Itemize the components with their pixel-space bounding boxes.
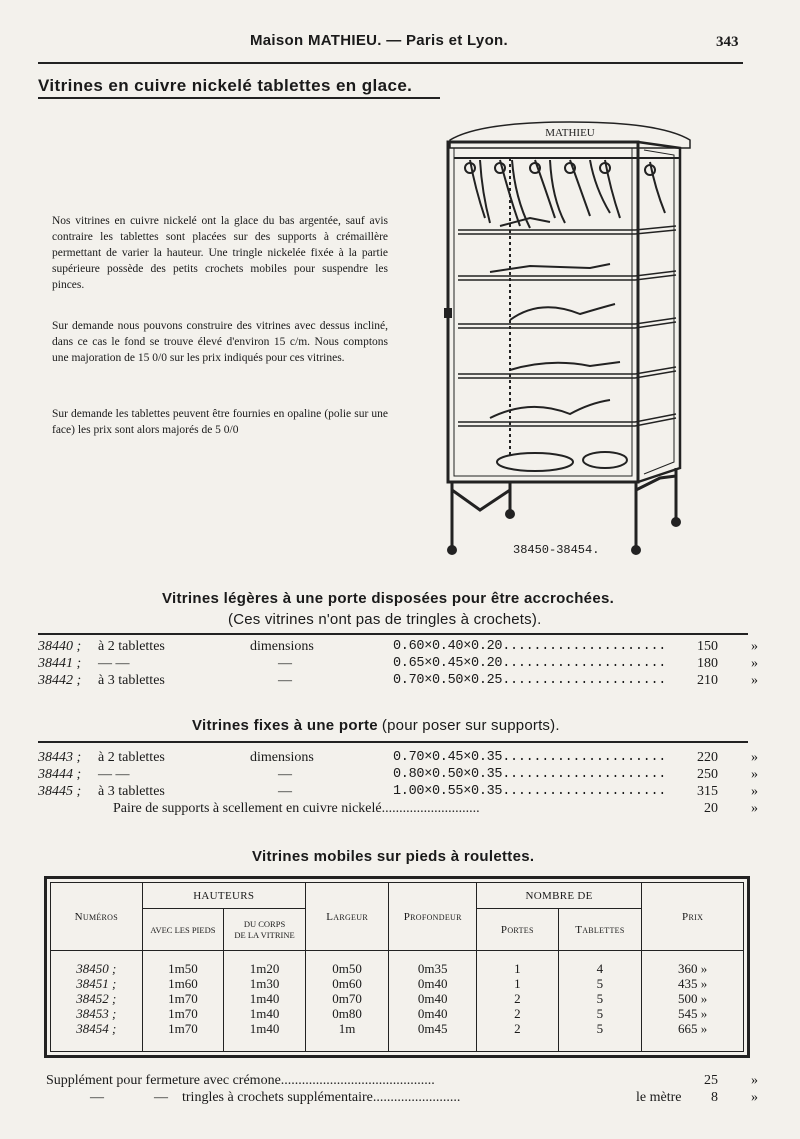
supplement-rails-price: 8 xyxy=(711,1090,718,1105)
item-dim-label: — xyxy=(278,784,292,799)
item-number: 38444 ; xyxy=(38,767,82,782)
item-dim-label: dimensions xyxy=(250,639,314,654)
shelves-count: 4 xyxy=(596,961,604,976)
item-description: à 2 tablettes xyxy=(98,639,165,654)
price-line xyxy=(642,991,743,1006)
body-height: 1m40 xyxy=(249,1006,280,1021)
depth-value: 0m40 xyxy=(417,1006,448,1021)
intro-paragraph: Nos vitrines en cuivre nickelé ont la glace du bas argentée, sauf avis contraire les tablettes sont placées sur des supports à crémaillère permettant de varier la hauteur. Une tringle nickelée fixée à la partie supérieure possède des petits crochets mobiles pour suspendre les pinces. xyxy=(52,215,388,291)
cell-profondeur xyxy=(389,951,477,1052)
item-number: 38443 ; xyxy=(38,750,82,765)
supplement-rails-label: tringles à crochets supplémentaire......................... xyxy=(182,1090,461,1105)
page-number: 343 xyxy=(716,34,739,50)
price-currency: » xyxy=(700,1006,708,1021)
shelves-count: 5 xyxy=(596,991,604,1006)
supplement-rails-currency: » xyxy=(751,1090,758,1105)
item-currency: » xyxy=(751,656,758,671)
row-number: 38452 ; xyxy=(76,991,117,1006)
col-du-corps xyxy=(224,909,306,951)
item-dim-label: — xyxy=(278,673,292,688)
height-with-legs: 1m60 xyxy=(168,976,198,991)
supplement-rails-line xyxy=(46,1089,758,1107)
price-value: 360 xyxy=(677,961,698,976)
item-dim-label: — xyxy=(278,656,292,671)
fixed-showcases-title: Vitrines fixes à une porte xyxy=(192,717,378,734)
list-item xyxy=(38,638,758,656)
depth-value: 0m35 xyxy=(417,961,448,976)
table-row xyxy=(51,951,744,1052)
item-dim-label: dimensions xyxy=(250,750,314,765)
item-description: — — xyxy=(98,656,130,671)
cell-numero xyxy=(51,951,143,1052)
item-currency: » xyxy=(751,673,758,688)
width-value: 0m70 xyxy=(332,991,362,1006)
price-line xyxy=(642,976,743,991)
item-description: à 3 tablettes xyxy=(98,784,165,799)
cell-pieds xyxy=(142,951,224,1052)
section2-rule xyxy=(38,633,748,635)
item-dim-label: — xyxy=(278,767,292,782)
shelves-count: 5 xyxy=(596,976,604,991)
doors-count: 2 xyxy=(514,1021,521,1036)
price-currency: » xyxy=(700,991,708,1006)
price-line xyxy=(642,1006,743,1021)
item-currency: » xyxy=(751,639,758,654)
section3-rule xyxy=(38,741,748,743)
mobile-showcases-table-frame xyxy=(44,876,750,1058)
col-numeros: Numéros xyxy=(51,883,143,951)
width-value: 1m xyxy=(338,1021,356,1036)
section-title-underline xyxy=(38,97,440,99)
width-value: 0m80 xyxy=(332,1006,362,1021)
supports-label: Paire de supports à scellement en cuivre nickelé............................ xyxy=(113,801,480,816)
display-cabinet-drawing xyxy=(440,118,700,563)
cell-portes xyxy=(477,951,559,1052)
doors-count: 2 xyxy=(514,991,521,1006)
item-currency: » xyxy=(751,767,758,782)
item-number: 38445 ; xyxy=(38,784,82,799)
col-portes: Portes xyxy=(477,909,559,951)
doors-count: 2 xyxy=(514,1006,521,1021)
shelves-count: 5 xyxy=(596,1021,604,1036)
cell-corps xyxy=(224,951,306,1052)
price-currency: » xyxy=(700,1021,708,1036)
item-price: 250 xyxy=(697,767,718,782)
section-title-nickel-showcases: Vitrines en cuivre nickelé tablettes en glace. xyxy=(38,76,413,95)
display-cabinet-illustration xyxy=(440,118,700,563)
section-title-light-showcases: Vitrines légères à une porte disposées pour être accrochées. xyxy=(162,590,615,607)
item-size: 0.80×0.50×0.35..................... xyxy=(393,767,667,782)
page-header-title: Maison MATHIEU. — Paris et Lyon. xyxy=(250,32,508,49)
supplement-cremone-line xyxy=(46,1072,758,1090)
price-line xyxy=(642,1021,743,1036)
depth-value: 0m45 xyxy=(417,1021,448,1036)
item-size: 0.70×0.45×0.35..................... xyxy=(393,750,667,765)
de-la-vitrine-label: DE LA VITRINE xyxy=(234,929,295,940)
body-height: 1m40 xyxy=(249,991,280,1006)
item-price: 220 xyxy=(697,750,718,765)
price-value: 500 xyxy=(677,991,698,1006)
inclined-top-paragraph: Sur demande nous pouvons construire des vitrines avec dessus incliné, dans ce cas le fond se trouve élevé d'environ 15 c/m. Nous comptons une majoration de 15 0/0 sur les prix indiqués pour ces vitrines. xyxy=(52,320,388,364)
price-value: 545 xyxy=(677,1006,698,1021)
doors-count: 1 xyxy=(514,976,521,991)
figure-caption: 38450-38454. xyxy=(513,543,600,557)
supplement-rails-per-meter: le mètre xyxy=(636,1090,682,1105)
fixed-showcases-title-note: (pour poser sur supports). xyxy=(381,717,560,734)
col-prix: Prix xyxy=(642,883,744,951)
doors-count: 1 xyxy=(514,961,521,976)
list-item xyxy=(38,783,758,801)
row-number: 38450 ; xyxy=(76,961,117,976)
item-size: 0.60×0.40×0.20..................... xyxy=(393,639,667,654)
list-item xyxy=(38,655,758,673)
col-hauteurs: HAUTEURS xyxy=(142,883,305,909)
supplement-rails-dash: — xyxy=(154,1090,168,1105)
price-currency: » xyxy=(700,976,708,991)
item-currency: » xyxy=(751,750,758,765)
item-number: 38440 ; xyxy=(38,639,82,654)
height-with-legs: 1m70 xyxy=(168,1021,198,1036)
price-value: 435 xyxy=(677,976,698,991)
depth-value: 0m40 xyxy=(417,976,448,991)
row-number: 38453 ; xyxy=(76,1006,117,1021)
col-profondeur: Profondeur xyxy=(389,883,477,951)
item-size: 0.65×0.45×0.20..................... xyxy=(393,656,667,671)
col-largeur: Largeur xyxy=(305,883,389,951)
cell-tablettes xyxy=(558,951,642,1052)
item-price: 150 xyxy=(697,639,718,654)
item-size: 1.00×0.55×0.35..................... xyxy=(393,784,667,799)
width-value: 0m50 xyxy=(332,961,362,976)
supports-currency: » xyxy=(751,801,758,816)
col-nombre-de: NOMBRE DE xyxy=(477,883,642,909)
list-item xyxy=(38,766,758,784)
item-description: à 3 tablettes xyxy=(98,673,165,688)
price-currency: » xyxy=(700,961,708,976)
item-currency: » xyxy=(751,784,758,799)
col-avec-pieds xyxy=(142,909,224,951)
item-number: 38442 ; xyxy=(38,673,82,688)
opaline-paragraph: Sur demande les tablettes peuvent être fournies en opaline (polie sur une face) les prix sont alors majorés de 5 0/0 xyxy=(52,408,388,436)
item-description: — — xyxy=(98,767,130,782)
height-with-legs: 1m70 xyxy=(168,991,198,1006)
cell-prix xyxy=(642,951,744,1052)
body-height: 1m20 xyxy=(249,961,280,976)
du-corps-label: DU CORPS xyxy=(243,918,286,929)
col-tablettes: Tablettes xyxy=(558,909,642,951)
mobile-showcases-table xyxy=(50,882,744,1052)
width-value: 0m60 xyxy=(332,976,362,991)
item-number: 38441 ; xyxy=(38,656,82,671)
cell-largeur xyxy=(305,951,389,1052)
body-height: 1m40 xyxy=(249,1021,280,1036)
list-item xyxy=(38,749,758,767)
height-with-legs: 1m70 xyxy=(168,1006,198,1021)
height-with-legs: 1m50 xyxy=(168,961,198,976)
supplement-cremone-currency: » xyxy=(751,1073,758,1088)
list-item xyxy=(38,672,758,690)
supplement-cremone-price: 25 xyxy=(704,1073,718,1088)
item-size: 0.70×0.50×0.25..................... xyxy=(393,673,667,688)
supports-price: 20 xyxy=(704,801,718,816)
cabinet-brand-label: MATHIEU xyxy=(545,127,595,139)
item-price: 315 xyxy=(697,784,718,799)
item-description: à 2 tablettes xyxy=(98,750,165,765)
item-price: 180 xyxy=(697,656,718,671)
section-title-mobile-showcases: Vitrines mobiles sur pieds à roulettes. xyxy=(252,848,535,865)
row-number: 38454 ; xyxy=(76,1021,117,1036)
supplement-cremone-label: Supplément pour fermeture avec crémone............................................ xyxy=(46,1073,435,1088)
price-line xyxy=(642,961,743,976)
price-value: 665 xyxy=(677,1021,698,1036)
section-subtitle-no-rails: (Ces vitrines n'ont pas de tringles à crochets). xyxy=(228,611,542,628)
row-number: 38451 ; xyxy=(76,976,117,991)
avec-pieds-label: AVEC LES PIEDS xyxy=(150,924,216,935)
shelves-count: 5 xyxy=(596,1006,604,1021)
supports-line xyxy=(38,800,758,818)
item-price: 210 xyxy=(697,673,718,688)
header-rule xyxy=(38,62,743,64)
body-height: 1m30 xyxy=(249,976,280,991)
depth-value: 0m40 xyxy=(417,991,448,1006)
section-title-fixed-showcases xyxy=(192,717,560,735)
supplement-rails-dash: — xyxy=(90,1090,104,1105)
